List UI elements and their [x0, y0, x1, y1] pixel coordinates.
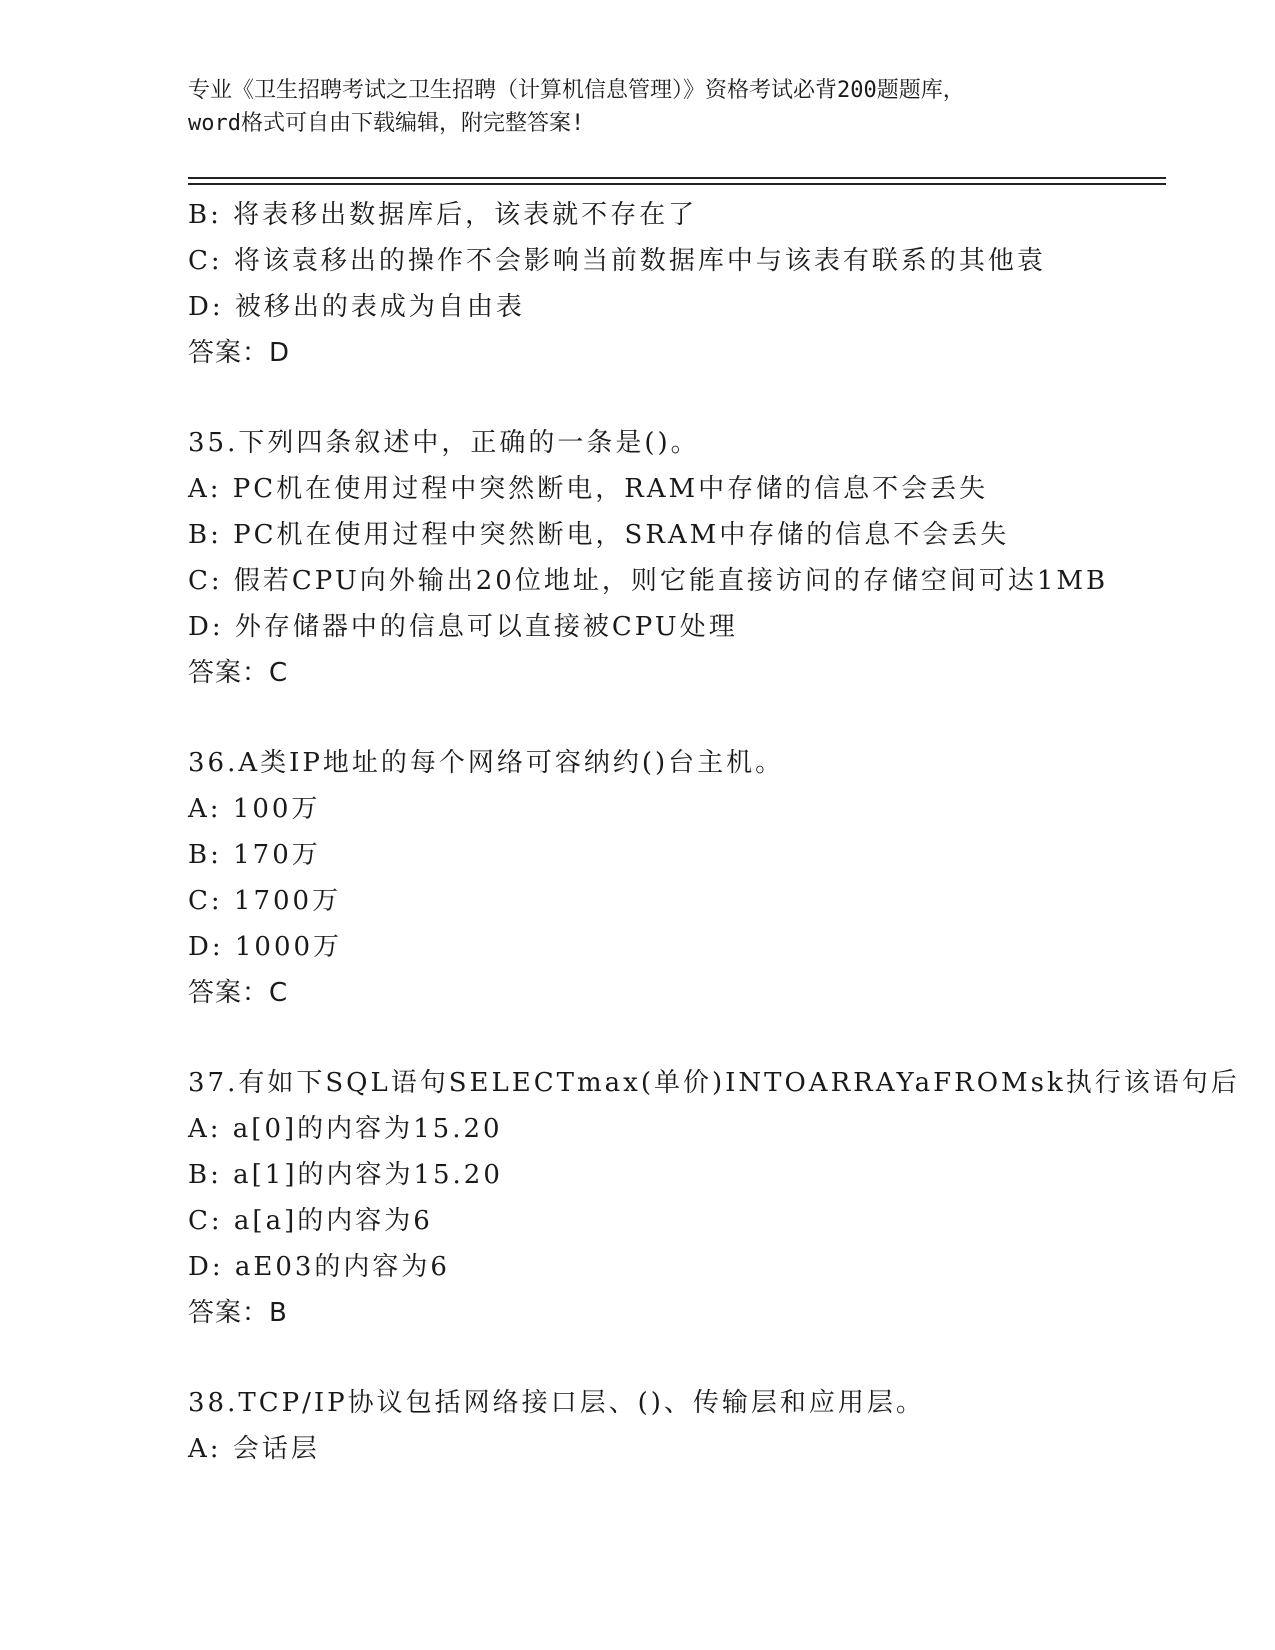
option-b: B: 将表移出数据库后，该表就不存在了 [188, 200, 698, 230]
option-b: B: a[1]的内容为15.20 [188, 1160, 503, 1190]
option-b: B: PC机在使用过程中突然断电，SRAM中存储的信息不会丢失 [188, 520, 1010, 550]
option-d: D: 1000万 [188, 932, 343, 962]
question-block-34 [188, 192, 1148, 376]
header-rule-top [188, 177, 1166, 179]
option-d: D: 外存储器中的信息可以直接被CPU处理 [188, 612, 738, 642]
question-block-37 [188, 1060, 1240, 1336]
option-a: A: PC机在使用过程中突然断电，RAM中存储的信息不会丢失 [188, 474, 989, 504]
header-line-1: 专业《卫生招聘考试之卫生招聘（计算机信息管理）》资格考试必背200题题库， [188, 78, 965, 103]
header-rule-bottom [188, 183, 1166, 185]
option-d: D: aE03的内容为6 [188, 1252, 450, 1282]
question-block-38 [188, 1380, 1148, 1472]
option-c: C: 假若CPU向外输出20位地址，则它能直接访问的存储空间可达1MB [188, 566, 1109, 596]
option-c: C: a[a]的内容为6 [188, 1206, 433, 1236]
answer-line: 答案：C [188, 978, 289, 1008]
option-a: A: 会话层 [188, 1434, 320, 1464]
option-a: A: 100万 [188, 794, 321, 824]
question-text: 37.有如下SQL语句SELECTmax(单价)INTOARRAYaFROMsk执行该语句后 [188, 1068, 1240, 1098]
option-b: B: 170万 [188, 840, 321, 870]
answer-line: 答案：B [188, 1298, 288, 1328]
question-block-36 [188, 740, 1148, 1016]
question-text: 38.TCP/IP协议包括网络接口层、()、传输层和应用层。 [188, 1388, 925, 1418]
option-a: A: a[0]的内容为15.20 [188, 1114, 503, 1144]
question-text: 36.A类IP地址的每个网络可容纳约()台主机。 [188, 748, 785, 778]
answer-line: 答案：D [188, 338, 291, 368]
question-list [188, 192, 1240, 1472]
question-text: 35.下列四条叙述中，正确的一条是()。 [188, 428, 700, 458]
option-c: C: 将该袁移出的操作不会影响当前数据库中与该表有联系的其他袁 [188, 246, 1046, 276]
question-block-35 [188, 420, 1148, 696]
option-c: C: 1700万 [188, 886, 342, 916]
answer-line: 答案：C [188, 658, 289, 688]
document-header [188, 74, 1088, 140]
option-d: D: 被移出的表成为自由表 [188, 292, 525, 322]
header-line-2: word格式可自由下载编辑，附完整答案! [188, 111, 585, 136]
